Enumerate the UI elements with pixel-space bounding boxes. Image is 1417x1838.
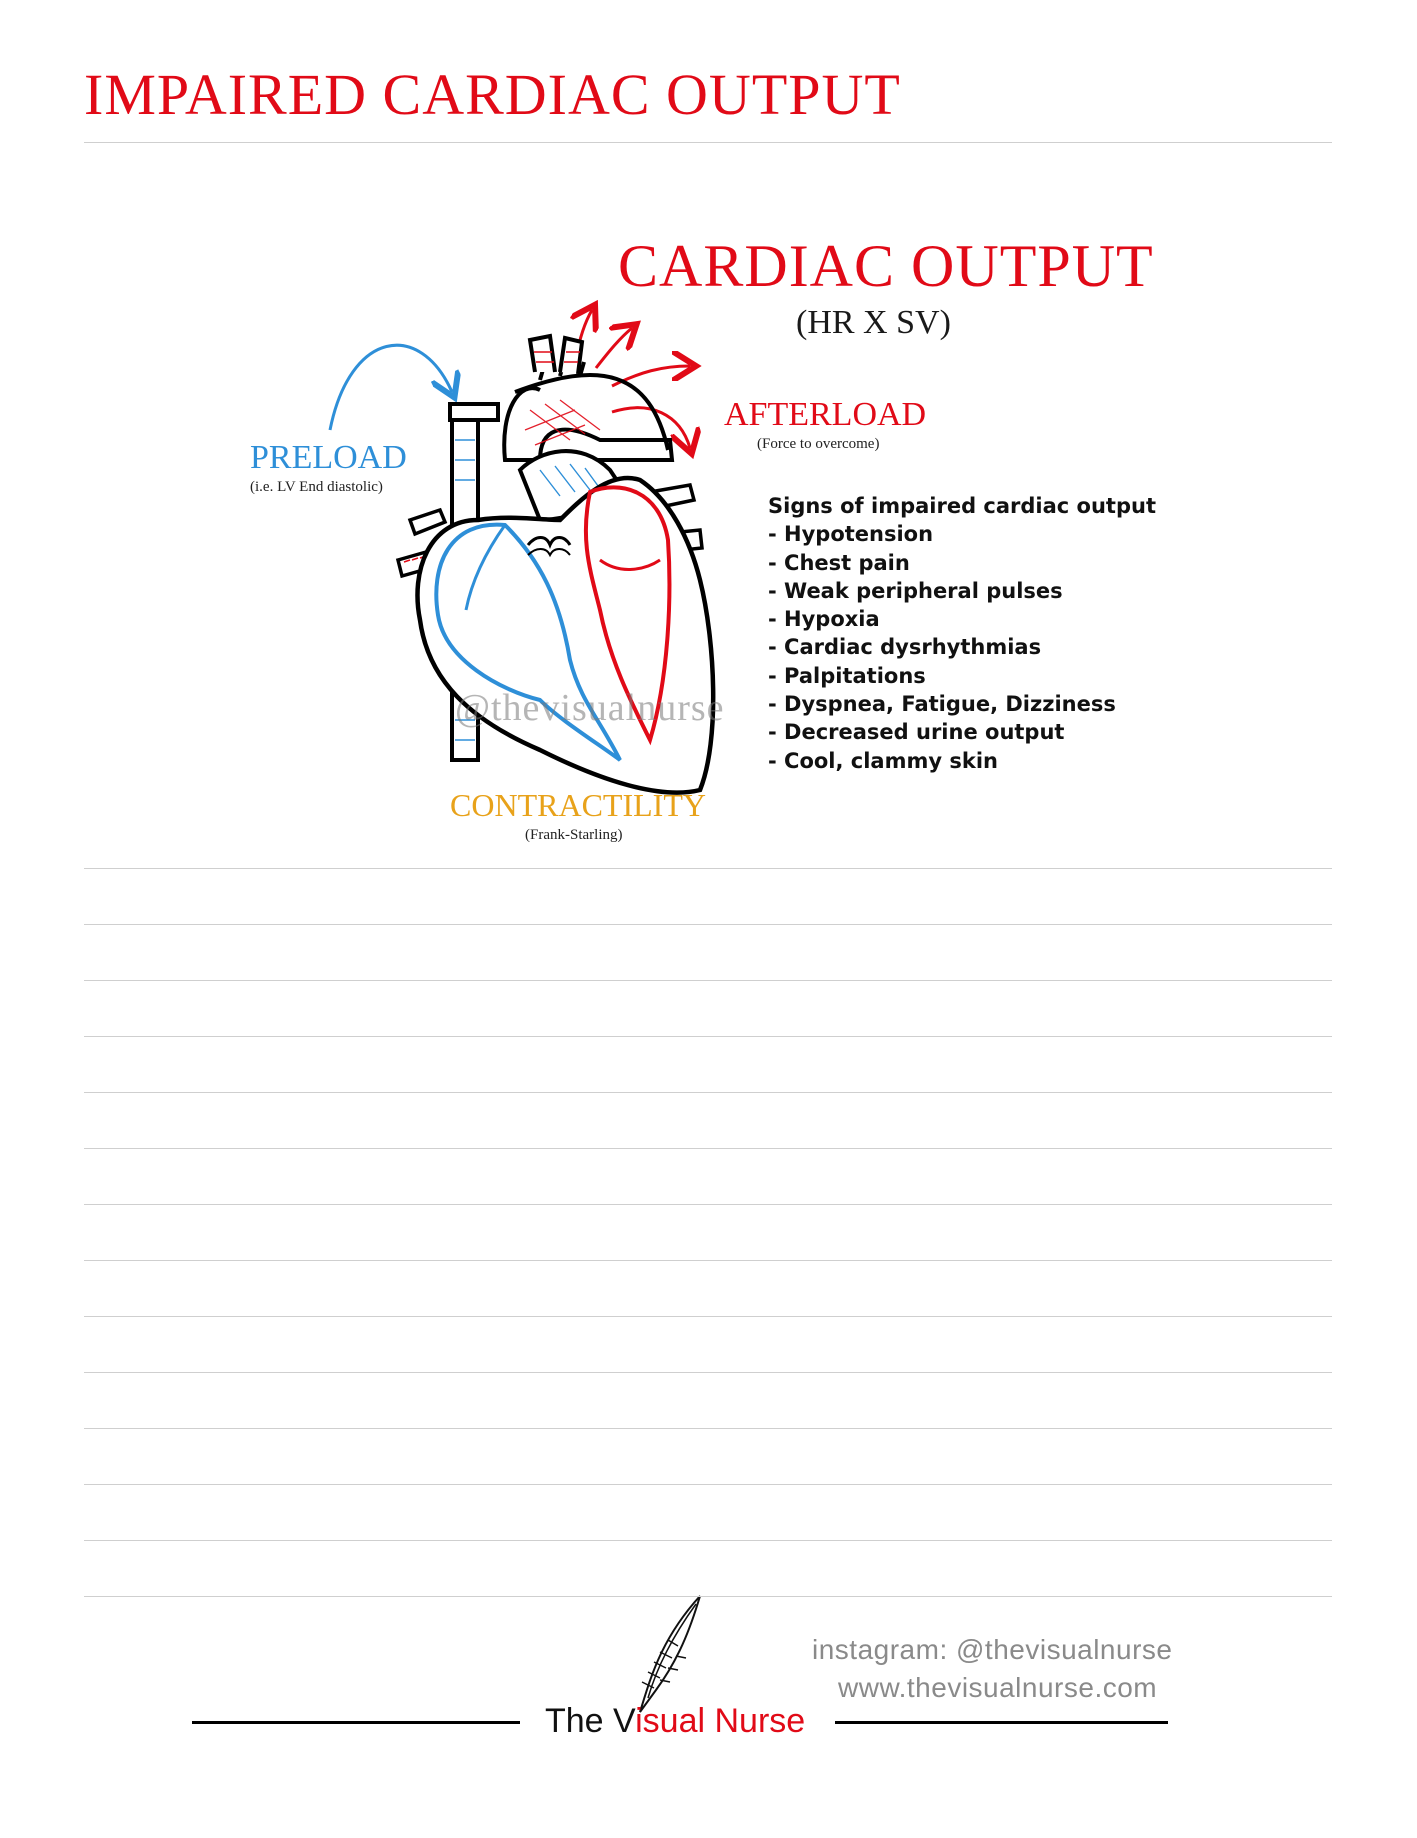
afterload-arrow <box>596 328 632 368</box>
note-line <box>84 1596 1332 1597</box>
list-item: - Hypoxia <box>768 607 880 632</box>
page-title: IMPAIRED CARDIAC OUTPUT <box>84 62 901 127</box>
list-item: - Cardiac dysrhythmias <box>768 635 1042 660</box>
instagram-handle: instagram: @thevisualnurse <box>812 1634 1173 1665</box>
brand-suffix: sual Nurse <box>642 1702 806 1740</box>
contractility-note: (Frank-Starling) <box>525 827 623 843</box>
cardiac-output-formula: (HR X SV) <box>796 304 951 341</box>
watermark: @thevisualnurse <box>455 687 725 729</box>
afterload-label: AFTERLOAD <box>724 396 927 433</box>
brand-accent: i <box>635 1702 643 1740</box>
list-item: - Weak peripheral pulses <box>768 578 1063 603</box>
note-line <box>84 1148 1332 1149</box>
list-item: - Cool, clammy skin <box>768 748 998 773</box>
note-line <box>84 980 1332 981</box>
preload-arrow <box>330 345 452 430</box>
heart-diagram <box>0 0 1417 880</box>
website-url: www.thevisualnurse.com <box>838 1672 1158 1703</box>
signs-list <box>768 492 1156 775</box>
contractility-label: CONTRACTILITY <box>450 787 706 823</box>
brand-prefix: The V <box>545 1702 636 1740</box>
list-item: - Hypotension <box>768 522 934 547</box>
note-line <box>84 1092 1332 1093</box>
note-line <box>84 1260 1332 1261</box>
feather-logo-icon <box>620 1590 710 1720</box>
list-item: - Palpitations <box>768 663 926 688</box>
note-line <box>84 868 1332 869</box>
preload-note: (i.e. LV End diastolic) <box>250 479 383 495</box>
preload-label: PRELOAD <box>250 439 407 476</box>
note-line <box>84 1316 1332 1317</box>
note-line <box>84 1540 1332 1541</box>
list-item: - Chest pain <box>768 550 910 575</box>
cardiac-output-title: CARDIAC OUTPUT <box>618 233 1154 299</box>
note-line <box>84 924 1332 925</box>
signs-heading: Signs of impaired cardiac output <box>768 494 1156 518</box>
list-item: - Decreased urine output <box>768 720 1065 745</box>
note-line <box>84 1372 1332 1373</box>
note-line <box>84 1484 1332 1485</box>
brand-logo <box>545 1702 805 1741</box>
note-line <box>84 1204 1332 1205</box>
footer-line-left <box>192 1721 520 1724</box>
note-line <box>84 1428 1332 1429</box>
note-line <box>84 1036 1332 1037</box>
footer-line-right <box>835 1721 1168 1724</box>
afterload-note: (Force to overcome) <box>757 436 880 452</box>
list-item: - Dyspnea, Fatigue, Dizziness <box>768 692 1116 717</box>
